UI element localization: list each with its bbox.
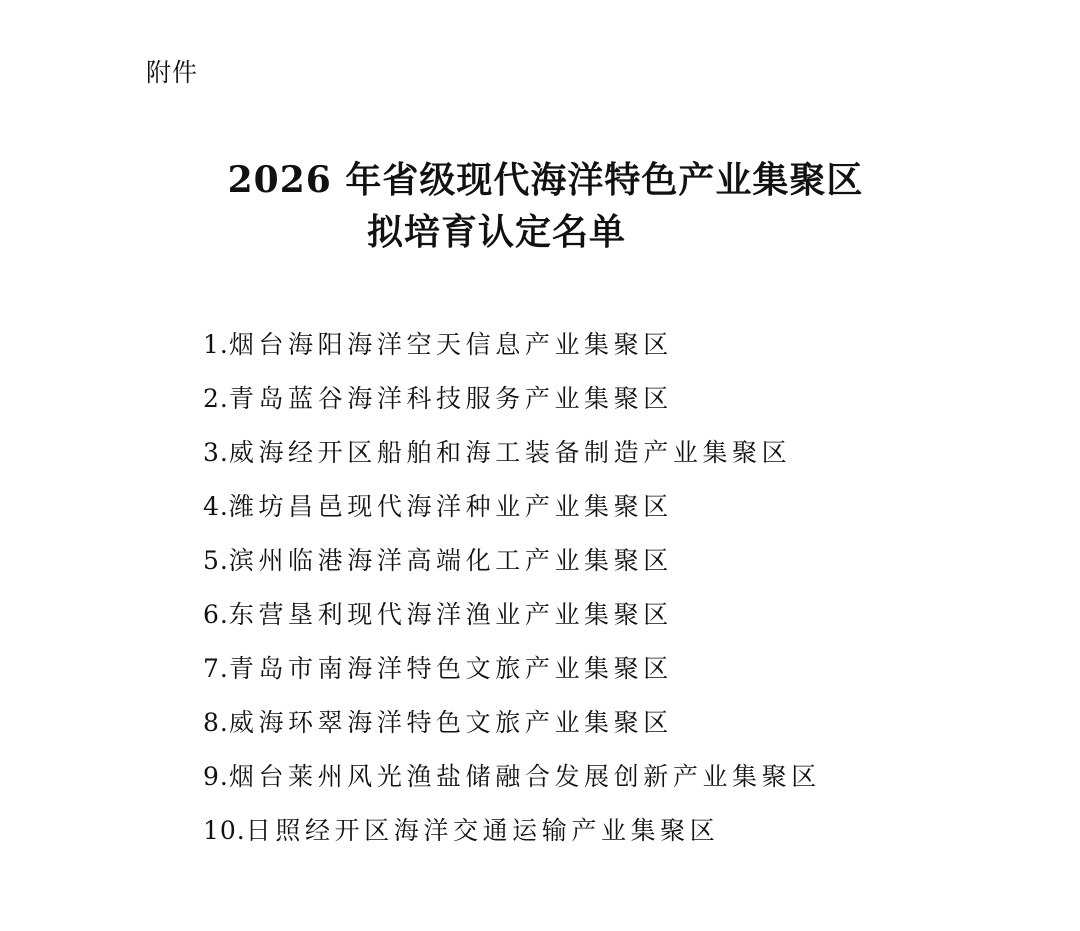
list-item-text: 威海环翠海洋特色文旅产业集聚区 xyxy=(228,708,673,737)
list-item xyxy=(203,699,821,753)
title-line-1: 2026 年省级现代海洋特色产业集聚区 xyxy=(227,159,864,201)
list-item-number: 2. xyxy=(203,384,229,413)
list-item xyxy=(203,483,821,537)
list-item-number: 8. xyxy=(203,708,229,737)
list-item xyxy=(203,375,821,429)
list-item-text: 威海经开区船舶和海工装备制造产业集聚区 xyxy=(228,438,792,467)
list-item-text: 滨州临港海洋高端化工产业集聚区 xyxy=(228,546,673,575)
list-item-text: 青岛蓝谷海洋科技服务产业集聚区 xyxy=(228,384,673,413)
list-item xyxy=(203,753,821,807)
list-item-number: 1. xyxy=(203,330,229,359)
list-item-number: 5. xyxy=(203,546,229,575)
list-item-text: 烟台海阳海洋空天信息产业集聚区 xyxy=(228,330,673,359)
list-item-text: 日照经开区海洋交通运输产业集聚区 xyxy=(245,816,720,845)
list-item-text: 潍坊昌邑现代海洋种业产业集聚区 xyxy=(228,492,673,521)
list-item-number: 9. xyxy=(203,762,229,791)
list-item xyxy=(203,807,821,861)
list-item xyxy=(203,645,821,699)
list-item-text: 青岛市南海洋特色文旅产业集聚区 xyxy=(228,654,673,683)
list-item xyxy=(203,429,821,483)
cluster-list xyxy=(203,321,821,861)
list-item-number: 6. xyxy=(203,600,229,629)
list-item xyxy=(203,321,821,375)
list-item-number: 4. xyxy=(203,492,229,521)
list-item-text: 烟台莱州风光渔盐储融合发展创新产业集聚区 xyxy=(228,762,821,791)
list-item-number: 3. xyxy=(203,438,229,467)
list-item-text: 东营垦利现代海洋渔业产业集聚区 xyxy=(228,600,673,629)
list-item-number: 7. xyxy=(203,654,229,683)
document-title xyxy=(227,154,930,258)
list-item xyxy=(203,537,821,591)
title-line-2: 拟培育认定名单 xyxy=(366,211,626,253)
attachment-label: 附件 xyxy=(146,58,199,87)
list-item-number: 10. xyxy=(203,816,246,845)
list-item xyxy=(203,591,821,645)
